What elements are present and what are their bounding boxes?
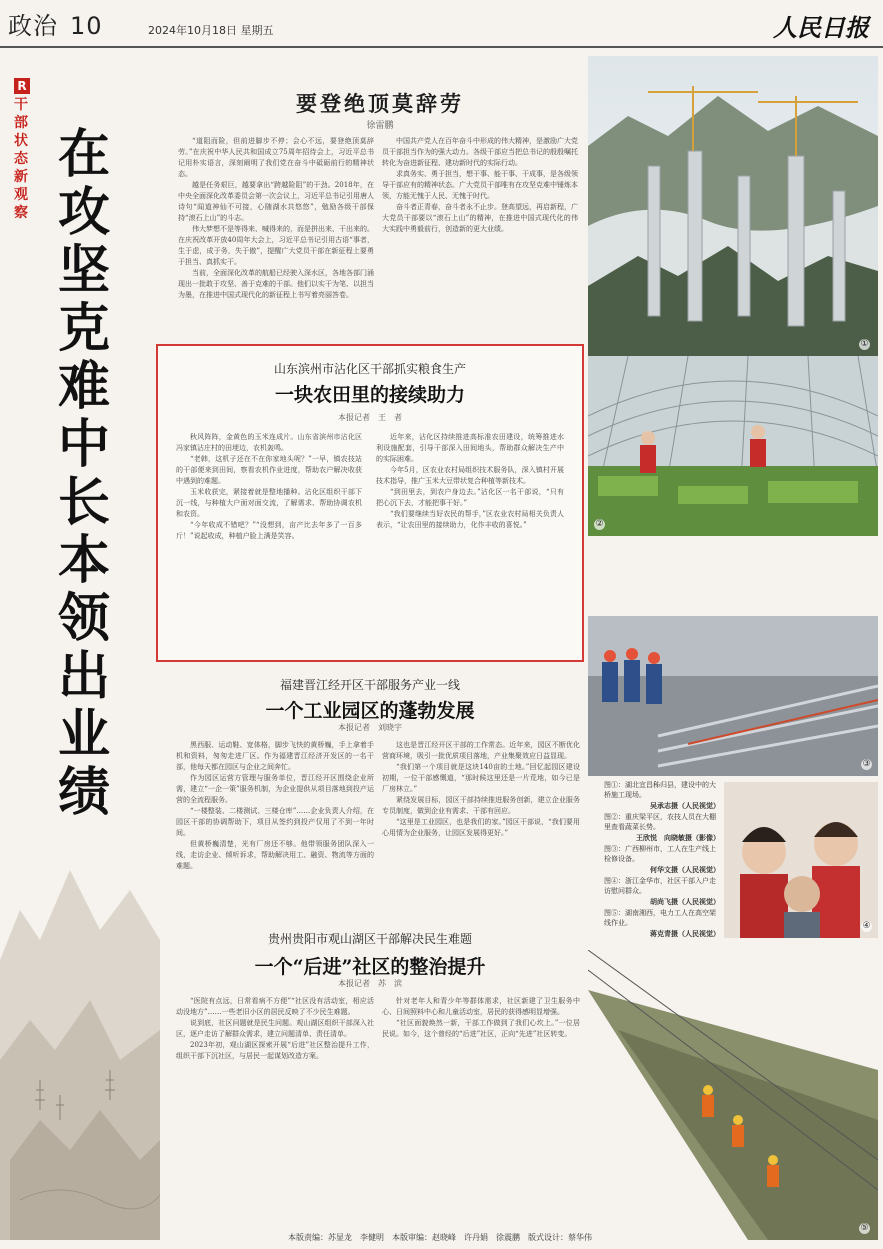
article1-paragraph: 中国共产党人在百年奋斗中形成的伟大精神，是激励广大党员干部担当作为的强大动力。各级干部应当把总书记的殷殷嘱托转化为奋进新征程、建功新时代的实际行动。	[382, 137, 578, 167]
photo-number: ③	[862, 759, 871, 769]
page-number: 10	[70, 12, 103, 40]
article1-paragraph: 求真务实、勇于担当，想干事、能干事、干成事，是各级领导干部应有的精神状态。广大党员干部唯有在攻坚克难中锤炼本领，方能无愧于人民、无愧于时代。	[382, 170, 578, 200]
article3-paragraph: “我们第一个项目就是这块140亩的土地。”回忆起园区建设初期，一位干部感慨道，“那时候这里还是一片荒地，如今已是厂房林立。”	[382, 763, 580, 793]
article4-col2	[382, 996, 580, 1224]
article1-paragraph: 伟大梦想不是等得来、喊得来的，而是拼出来、干出来的。在庆祝改革开放40周年大会上，习近平总书记引用古语“事者，生于虑，成于务，失于傲”，提醒广大党员干部在新征程上要勇于担当、真抓实干。	[178, 225, 374, 266]
article3-paragraph: 作为园区运营方管理与服务单位，晋江经开区围绕企业所需，建立“一企一策”服务机制，为企业提供从项目落地到投产运营的全流程服务。	[176, 774, 374, 804]
caption-credit: 蒋克青摄（人民视觉）	[650, 929, 720, 938]
article1-author: 徐雷鹏	[366, 121, 394, 131]
article4-byline: 本报记者 苏 滨	[338, 979, 402, 988]
editor-credits: 本版责编：苏显龙 李健明 本版审编：赵晓峰 许丹娟 徐震鹏 版式设计：蔡华伟	[288, 1233, 592, 1242]
article3-col1	[176, 740, 374, 920]
article2-paragraph: “今年收成不错吧？”“没想到，亩产比去年多了一百多斤！”说起收成，种植户脸上满是笑容。	[176, 521, 362, 540]
article4-paragraph: “社区面貌焕然一新，干部工作做到了我们心坎上。”一位居民说。如今，这个曾经的“后进”社区，正向“先进”社区转变。	[382, 1019, 580, 1038]
article1-col2	[382, 136, 578, 336]
photo-power-workers	[588, 950, 878, 1240]
article1-col1	[178, 136, 374, 336]
newspaper-logo: 人民日报	[773, 13, 869, 42]
article2-paragraph: “到田里去，到农户身边去。”沾化区一名干部说，“只有把心沉下去，才能把事干好。”	[376, 488, 564, 507]
article3-paragraph: 紧绕发展目标，园区干部持续推进服务创新，建立企业服务专员制度，做到企业有需求、干部有回应。	[382, 796, 580, 815]
caption-text: 图③：广西柳州市，工人在生产线上检修设备。	[604, 845, 716, 863]
article2-paragraph: “我们要继续当好农民的帮手，”区农业农村局相关负责人表示，“让农田里的接续助力，化作丰收的喜悦。”	[376, 510, 564, 529]
article2-paragraph: “老韩，这机子还在不在你家地头呢？”一早，镇农技站的干部便来到田间，察看农机作业进度，帮助农户解决收获中遇到的难题。	[176, 455, 362, 485]
photo-number: ⑤	[860, 1223, 869, 1233]
article3-paragraph: 黑西服、运动鞋、宽体格，脚步飞快的黄桥巍，手上拿着手机和资料，匆匆走进厂区。作为福建晋江经济开发区的一名干部，他每天都在园区与企业之间奔忙。	[176, 741, 374, 771]
caption-text: 图④：浙江金华市，社区干部入户走访慰问群众。	[604, 877, 716, 895]
photo-number: ①	[860, 339, 869, 349]
photo-bridge-construction	[588, 56, 878, 356]
article2-col2	[376, 432, 564, 652]
article3-paragraph: 但黄桥巍清楚，光有厂房还不够。他带领服务团队深入一线，走访企业、倾听诉求，帮助解决用工、融资、物流等方面的难题。	[176, 840, 374, 870]
photo-greenhouse	[588, 356, 878, 536]
column-badge: R	[14, 78, 30, 94]
photo-number: ④	[862, 921, 871, 931]
featured-article-box	[156, 344, 584, 662]
photo-captions	[604, 780, 720, 940]
photo-community-visit	[724, 782, 878, 938]
article1-title: 要登绝顶莫辞劳	[296, 91, 464, 116]
article4-paragraph: 2023年初，观山湖区探索开展“后进”社区整治提升工作，组织干部下沉社区，与居民一起谋划改造方案。	[176, 1041, 374, 1060]
caption-credit: 何华文摄（人民视觉）	[650, 865, 720, 874]
masthead	[0, 0, 883, 48]
section-header	[8, 6, 103, 41]
article4-col1	[176, 996, 374, 1224]
article2-paragraph: 玉米收获完，紧接着就是整地播种。沾化区组织干部下沉一线，与种植大户面对面交流，了解需求、帮助协调农机和农资。	[176, 488, 362, 518]
section-name: 政治	[8, 12, 58, 40]
article2-title: 一块农田里的接续助力	[274, 384, 465, 406]
ink-landscape-illustration	[0, 640, 160, 1240]
factory-image	[588, 616, 878, 776]
photo-number: ②	[595, 519, 604, 529]
greenhouse-image	[588, 356, 878, 536]
article3-paragraph: “这里是工业园区，也是我们的家。”园区干部说，“我们要用心用情为企业服务，让园区发展得更好。”	[382, 818, 580, 837]
community-visit-image	[724, 782, 878, 938]
page-title: 在攻坚克难中长本领出业绩	[58, 125, 111, 823]
bridge-construction-image	[588, 56, 878, 356]
column-kicker-text: 干部状态新观察	[14, 97, 28, 221]
article4-title: 一个“后进”社区的整治提升	[254, 956, 486, 978]
article2-byline: 本报记者 王 者	[338, 413, 402, 422]
article4-subtitle: 贵州贵阳市观山湖区干部解决民生难题	[267, 932, 472, 946]
column-kicker	[14, 78, 30, 222]
article2-paragraph: 近年来，沾化区持续推进高标准农田建设，统筹推进水利设施配套，引导干部深入田间地头，帮助群众解决生产中的实际困难。	[376, 433, 564, 463]
article2-subtitle: 山东滨州市沾化区干部抓实粮食生产	[273, 362, 466, 376]
caption-text: 图⑤：湖南湘西，电力工人在高空架线作业。	[604, 909, 716, 927]
article4-paragraph: 针对老年人和青少年等群体需求，社区新建了卫生服务中心、日间照料中心和儿童活动室，居民的获得感明显增强。	[382, 997, 580, 1016]
article3-byline: 本报记者 刘晓宇	[338, 723, 402, 732]
caption-text: 图①：湖北宜昌秭归县，建设中的大桥施工现场。	[604, 781, 716, 799]
issue-date: 2024年10月18日 星期五	[148, 24, 274, 37]
article1-paragraph: 当前，全面深化改革的航船已经驶入深水区，各地各部门涌现出一批敢于攻坚、善于克难的干部。他们以实干为笔、以担当为墨，在推进中国式现代化的新征程上书写着亮丽答卷。	[178, 269, 374, 299]
photo-factory	[588, 616, 878, 776]
article1-paragraph: 奋斗者正青春，奋斗者永不止步。登高望远，再启新程，广大党员干部要以“滚石上山”的精神，在推进中国式现代化的伟大实践中勇毅前行，创造新的更大业绩。	[382, 203, 578, 233]
article4-paragraph: 说到底，社区问题就是民生问题。观山湖区组织干部深入社区，逐户走访了解群众需求，建立问题清单、责任清单。	[176, 1019, 374, 1038]
article3-paragraph: “一楼整装、二楼测试、三楼仓库”……企业负责人介绍，在园区干部的协调帮助下，项目从签约到投产仅用了不到一年时间。	[176, 807, 374, 837]
caption-credit: 王欣悦 向晓敏摄（影像）	[636, 833, 720, 842]
article3-paragraph: 这也是晋江经开区干部的工作常态。近年来，园区不断优化营商环境，吸引一批优质项目落地，产业集聚效应日益显现。	[382, 741, 580, 760]
caption-credit: 胡尚飞摄（人民视觉）	[650, 897, 720, 906]
article1-paragraph: 越是任务艰巨，越要拿出“跨越险阻”的干劲。2018年，在中央全面深化改革委员会第一次会议上，习近平总书记引用唐人诗句“闻道神仙不可接，心随湖水共悠悠”，勉励各级干部保持“滚石上山”的斗志。	[178, 181, 374, 222]
article2-paragraph: 今年5月，区农业农村局组织技术服务队，深入镇村开展技术指导，推广玉米大豆带状复合种植等新技术。	[376, 466, 564, 485]
caption-text: 图②：重庆梁平区，农技人员在大棚里查看蔬菜长势。	[604, 813, 716, 831]
article2-paragraph: 秋风阵阵，金黄色的玉米连成片。山东省滨州市沾化区冯家镇沾庄村的田埂边，农机轰鸣。	[176, 433, 362, 452]
power-workers-image	[588, 950, 878, 1240]
caption-credit: 吴承志摄（人民视觉）	[650, 801, 720, 810]
article1-paragraph: “道阻而险，但前进脚步不停；会心不远，要登绝顶莫辞劳。”在庆祝中华人民共和国成立75周年招待会上，习近平总书记用朴实语言，深刻阐明了我们党在奋斗中砥砺前行的精神状态。	[178, 137, 374, 178]
article2-col1	[176, 432, 362, 652]
article4-paragraph: “医院有点远，日常看病不方便”“社区没有活动室，相应活动没地方”……一些老旧小区的居民反映了不少民生难题。	[176, 997, 374, 1016]
article3-subtitle: 福建晋江经开区干部服务产业一线	[279, 678, 460, 692]
article3-title: 一个工业园区的蓬勃发展	[265, 700, 475, 722]
article3-col2	[382, 740, 580, 920]
